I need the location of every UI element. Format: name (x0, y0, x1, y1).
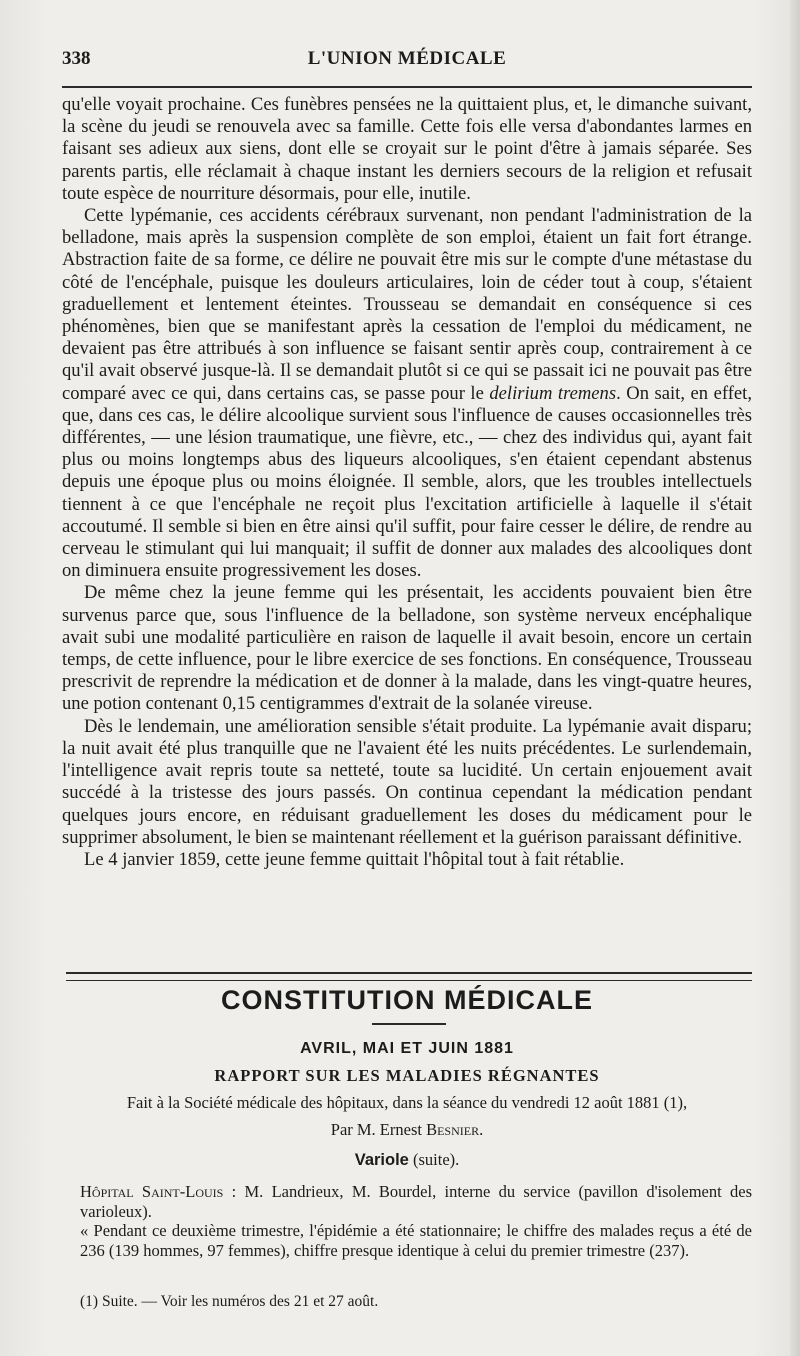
report-title: RAPPORT SUR LES MALADIES RÉGNANTES (214, 1066, 600, 1085)
delirium-tremens-term: delirium tremens (489, 382, 617, 404)
author-prefix: Par M. Ernest (330, 1120, 427, 1139)
paragraph-4: Dès le lendemain, une amélioration sensible s'était produite. La lypémanie avait disparu; la nuit avait été plus tranquille que ne l'avaient été les nuits précédentes. Le surlendemain, l'intelligence avait repris toute sa netteté, toute sa lucidité. Un certain enjouement avait succédé à la tristesse des jours passés. On continua cependant la médication pendant quelques jours encore, en réduisant graduellement les doses du médicament pour le supprimer absolument, le bien se maintenant réellement et la guérison paraissant définitive. (62, 715, 752, 848)
hospital-details: : M. Landrieux, M. Bourdel, interne du service (pavillon d'isolement des varioleux). (80, 1182, 752, 1221)
section-dates: AVRIL, MAI ET JUIN 1881 (300, 1040, 514, 1057)
page-edge-shadow (790, 0, 800, 1356)
section-divider (66, 972, 752, 981)
quote-paragraph: « Pendant ce deuxième trimestre, l'épidémie a été stationnaire; le chiffre des malades reçus a été de 236 (139 hommes, 97 femmes), chiffre presque identique à celui du premier trimestre (237). (80, 1221, 752, 1260)
running-title: L'UNION MÉDICALE (307, 48, 507, 69)
header-rule (62, 86, 752, 88)
paragraph-3: De même chez la jeune femme qui les présentait, les accidents pouvaient bien être survenus parce que, sous l'influence de la belladone, son système nerveux encéphalique avait subi une modalité particulière en raison de laquelle il avait besoin, encore un certain temps, de cette influence, pour le libre exercice de ses fonctions. En conséquence, Trousseau prescrivit de reprendre la médication et de donner à la malade, dans les vingt-quatre heures, une potion contenant 0,15 centigrammes d'extrait de la solanée vireuse. (62, 582, 752, 715)
report-body (80, 1182, 752, 1260)
paragraph-2-part-a: Cette lypémanie, ces accidents cérébraux survenant, non pendant l'administration de la belladone, mais après la suspension complète de son emploi, étaient un fait fort étrange. Abstraction faite de sa forme, ce délire ne pouvait être mis sur le compte d'une métastase du côté de l'encéphale, puisque les douleurs articulaires, loin de céder tout à coup, s'étaient graduellement et lentement éteintes. Trousseau se demandait en conséquence si ces phénomènes, bien que se manifestant après la cessation de l'emploi du médicament, ne devaient pas être attribués à son influence se faisant sentir après coup, contrairement à ce qu'il avait observé jusque-là. Il se demandait plutôt si ce qui se passait ici ne pouvait pas être comparé avec ce qui, dans certains cas, se passe pour le (62, 205, 752, 404)
title-underline (372, 1023, 446, 1025)
paragraph-2-part-b: . On sait, en effet, que, dans ces cas, le délire alcoolique survient sous l'influence de causes occasionnelles très différentes, — une lésion traumatique, une fièvre, etc., — chez des individus qui, ayant fait plus ou moins longtemps abus des liqueurs alcooliques, s'en étaient cependant abstenus depuis une époque plus ou moins éloignée. Il semble, alors, que les troubles intellectuels tiennent à ce que l'encéphale ne reçoit plus l'excitation artificielle à laquelle il s'était accoutumé. Il semble si bien en être ainsi qu'il suffit, pour faire cesser le délire, de rendre au cerveau le stimulant qui lui manquait; il suffit de donner aux malades des alcooliques dont on diminuera ensuite progressivement les doses. (62, 382, 752, 582)
presentation-line: Fait à la Société médicale des hôpitaux, dans la séance du vendredi 12 août 1881 (1), (126, 1093, 688, 1112)
paragraph-1: qu'elle voyait prochaine. Ces funèbres pensées ne la quittaient plus, et, le dimanche suivant, la scène du jeudi se renouvela avec sa famille. Cette fois elle versa d'abondantes larmes en faisant ses adieux aux siens, dont elle se croyait sur le point d'être à jamais séparée. Ses parents partis, elle réclamait à chaque instant les derniers secours de la religion et refusait toute espèce de nourriture désormais, pour elle, inutile. (62, 94, 752, 204)
author-name: Besnier. (426, 1120, 484, 1139)
article-body (62, 94, 752, 871)
page-number: 338 (62, 48, 91, 69)
paragraph-2 (62, 205, 752, 582)
hospital-paragraph (80, 1182, 752, 1221)
hospital-name: Hôpital Saint-Louis (80, 1182, 224, 1201)
subsection-heading (62, 1150, 752, 1170)
subsection-suffix: (suite). (408, 1150, 460, 1169)
paragraph-5: Le 4 janvier 1859, cette jeune femme quittait l'hôpital tout à fait rétablie. (84, 848, 625, 870)
subsection-title: Variole (354, 1151, 409, 1169)
footnote: (1) Suite. — Voir les numéros des 21 et 27 août. (80, 1293, 379, 1310)
author-line (62, 1120, 752, 1140)
page-header (62, 48, 752, 78)
section-title: CONSTITUTION MÉDICALE (221, 985, 593, 1015)
